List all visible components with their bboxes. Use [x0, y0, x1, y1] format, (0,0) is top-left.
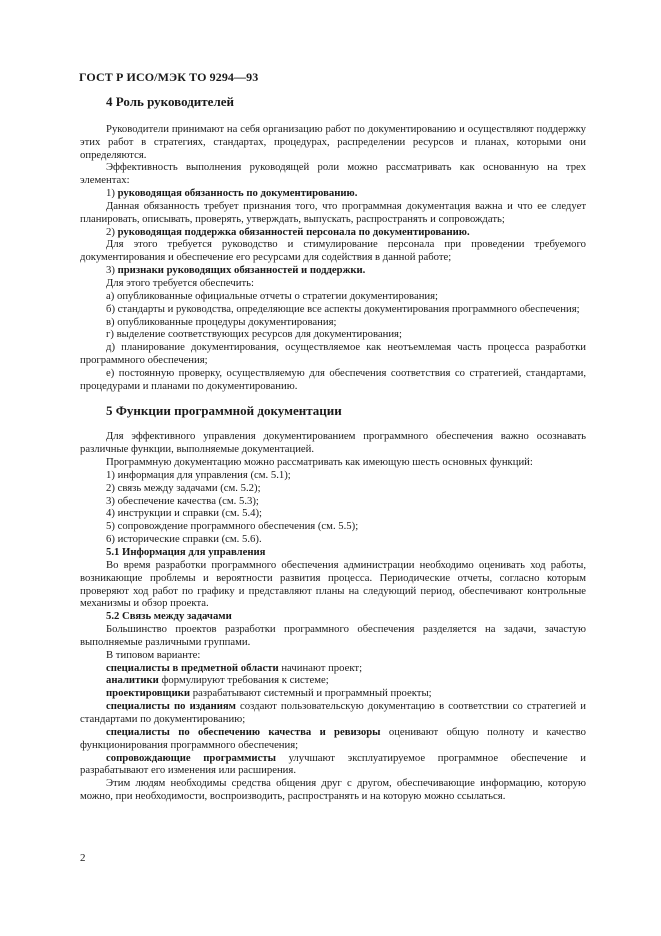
list-item: 3) обеспечение качества (см. 5.3);: [106, 494, 259, 507]
subsection-5-1-heading: 5.1 Информация для управления: [106, 546, 266, 558]
paragraph: Программную документацию можно рассматривать как имеющую шесть основных функций:: [106, 456, 533, 469]
page-number: 2: [80, 852, 86, 864]
subsection-5-2-heading: 5.2 Связь между задачами: [106, 610, 232, 623]
paragraph: Для этого требуется обеспечить:: [106, 276, 255, 289]
list-item: 5) сопровождение программного обеспечения (см. 5.5);: [106, 520, 359, 533]
list-item: г) выделение соответствующих ресурсов для документирования;: [106, 328, 402, 341]
role-item: специалисты в предметной области начинают проект;: [106, 661, 363, 674]
paragraph: Для этого требуется руководство и стимулирование персонала при проведении требуемого документирования и обеспечение его ресурсами для содействия в данной работе;: [80, 238, 586, 264]
paragraph: Эффективность выполнения руководящей роли можно рассматривать как основанную на трех элементах:: [80, 161, 586, 187]
page-content: [80, 96, 586, 803]
list-item: 1) информация для управления (см. 5.1);: [106, 468, 291, 481]
paragraph: Руководители принимают на себя организацию работ по документированию и осуществляют поддержку этих работ в стратегиях, стандартах, процедурах, распределении ресурсов и планах, которыми они определяются.: [80, 122, 586, 161]
role-item: сопровождающие программисты улучшают эксплуатируемое программное обеспечение и разрабатывают его изменения или расширения.: [80, 751, 586, 777]
section-5-heading: 5 Функции программной документации: [106, 402, 342, 418]
list-item: 4) инструкции и справки (см. 5.4);: [106, 507, 262, 520]
list-item: б) стандарты и руководства, определяющие все аспекты документирования программного обеспечения;: [106, 302, 580, 315]
list-item: в) опубликованные процедуры документирования;: [106, 315, 337, 328]
list-item: д) планирование документирования, осуществляемое как неотъемлемая часть процесса разработки программного обеспечения;: [80, 341, 586, 367]
document-code-header: ГОСТ Р ИСО/МЭК ТО 9294—93: [79, 70, 259, 84]
list-item: 2) связь между задачами (см. 5.2);: [106, 481, 261, 494]
list-item: 3) признаки руководящих обязанностей и поддержки.: [106, 264, 366, 277]
role-item: специалисты по изданиям создают пользовательскую документацию в соответствии со стратегией и стандартами по документированию;: [80, 700, 586, 725]
role-item: аналитики формулируют требования к системе;: [106, 674, 329, 687]
paragraph: В типовом варианте:: [106, 648, 201, 661]
list-item: е) постоянную проверку, осуществляемую для обеспечения соответствия со стратегией, стандартами, процедурами и планами по документированию.: [80, 366, 586, 392]
section-4-heading: 4 Роль руководителей: [106, 94, 235, 109]
list-item: 2) руководящая поддержка обязанностей персонала по документированию.: [106, 225, 470, 238]
role-item: специалисты по обеспечению качества и ревизоры оценивают общую полноту и качество функционирования программного обеспечения;: [80, 725, 586, 751]
role-item: проектировщики разрабатывают системный и программный проекты;: [106, 687, 432, 700]
paragraph: Данная обязанность требует признания того, что программная документация важна и что ее следует планировать, описывать, проверять, утверждать, выпускать, распространять и сопровождать;: [80, 199, 586, 225]
list-item: а) опубликованные официальные отчеты о стратегии документирования;: [106, 289, 439, 302]
paragraph: Во время разработки программного обеспечения администрации необходимо оценивать ход работы, возникающие проблемы и вероятности развития процесса. Периодические отчеты, согласно которым проверяют ход работ по графику и представляют планы на следующий период, обеспечивают контрольные механизмы и обзор проекта.: [80, 558, 586, 610]
paragraph: Для эффективного управления документированием программного обеспечения важно осознавать различные функции, выполняемые документацией.: [80, 430, 586, 456]
list-item: 6) исторические справки (см. 5.6).: [106, 533, 262, 546]
paragraph: Большинство проектов разработки программного обеспечения разделяется на задачи, зачастую выполняемые различными группами.: [80, 623, 586, 648]
list-item: 1) руководящая обязанность по документированию.: [106, 187, 358, 200]
paragraph: Этим людям необходимы средства общения друг с другом, обеспечивающие информацию, которую можно, при необходимости, воспроизводить, распространять и на которую можно ссылаться.: [80, 777, 586, 803]
